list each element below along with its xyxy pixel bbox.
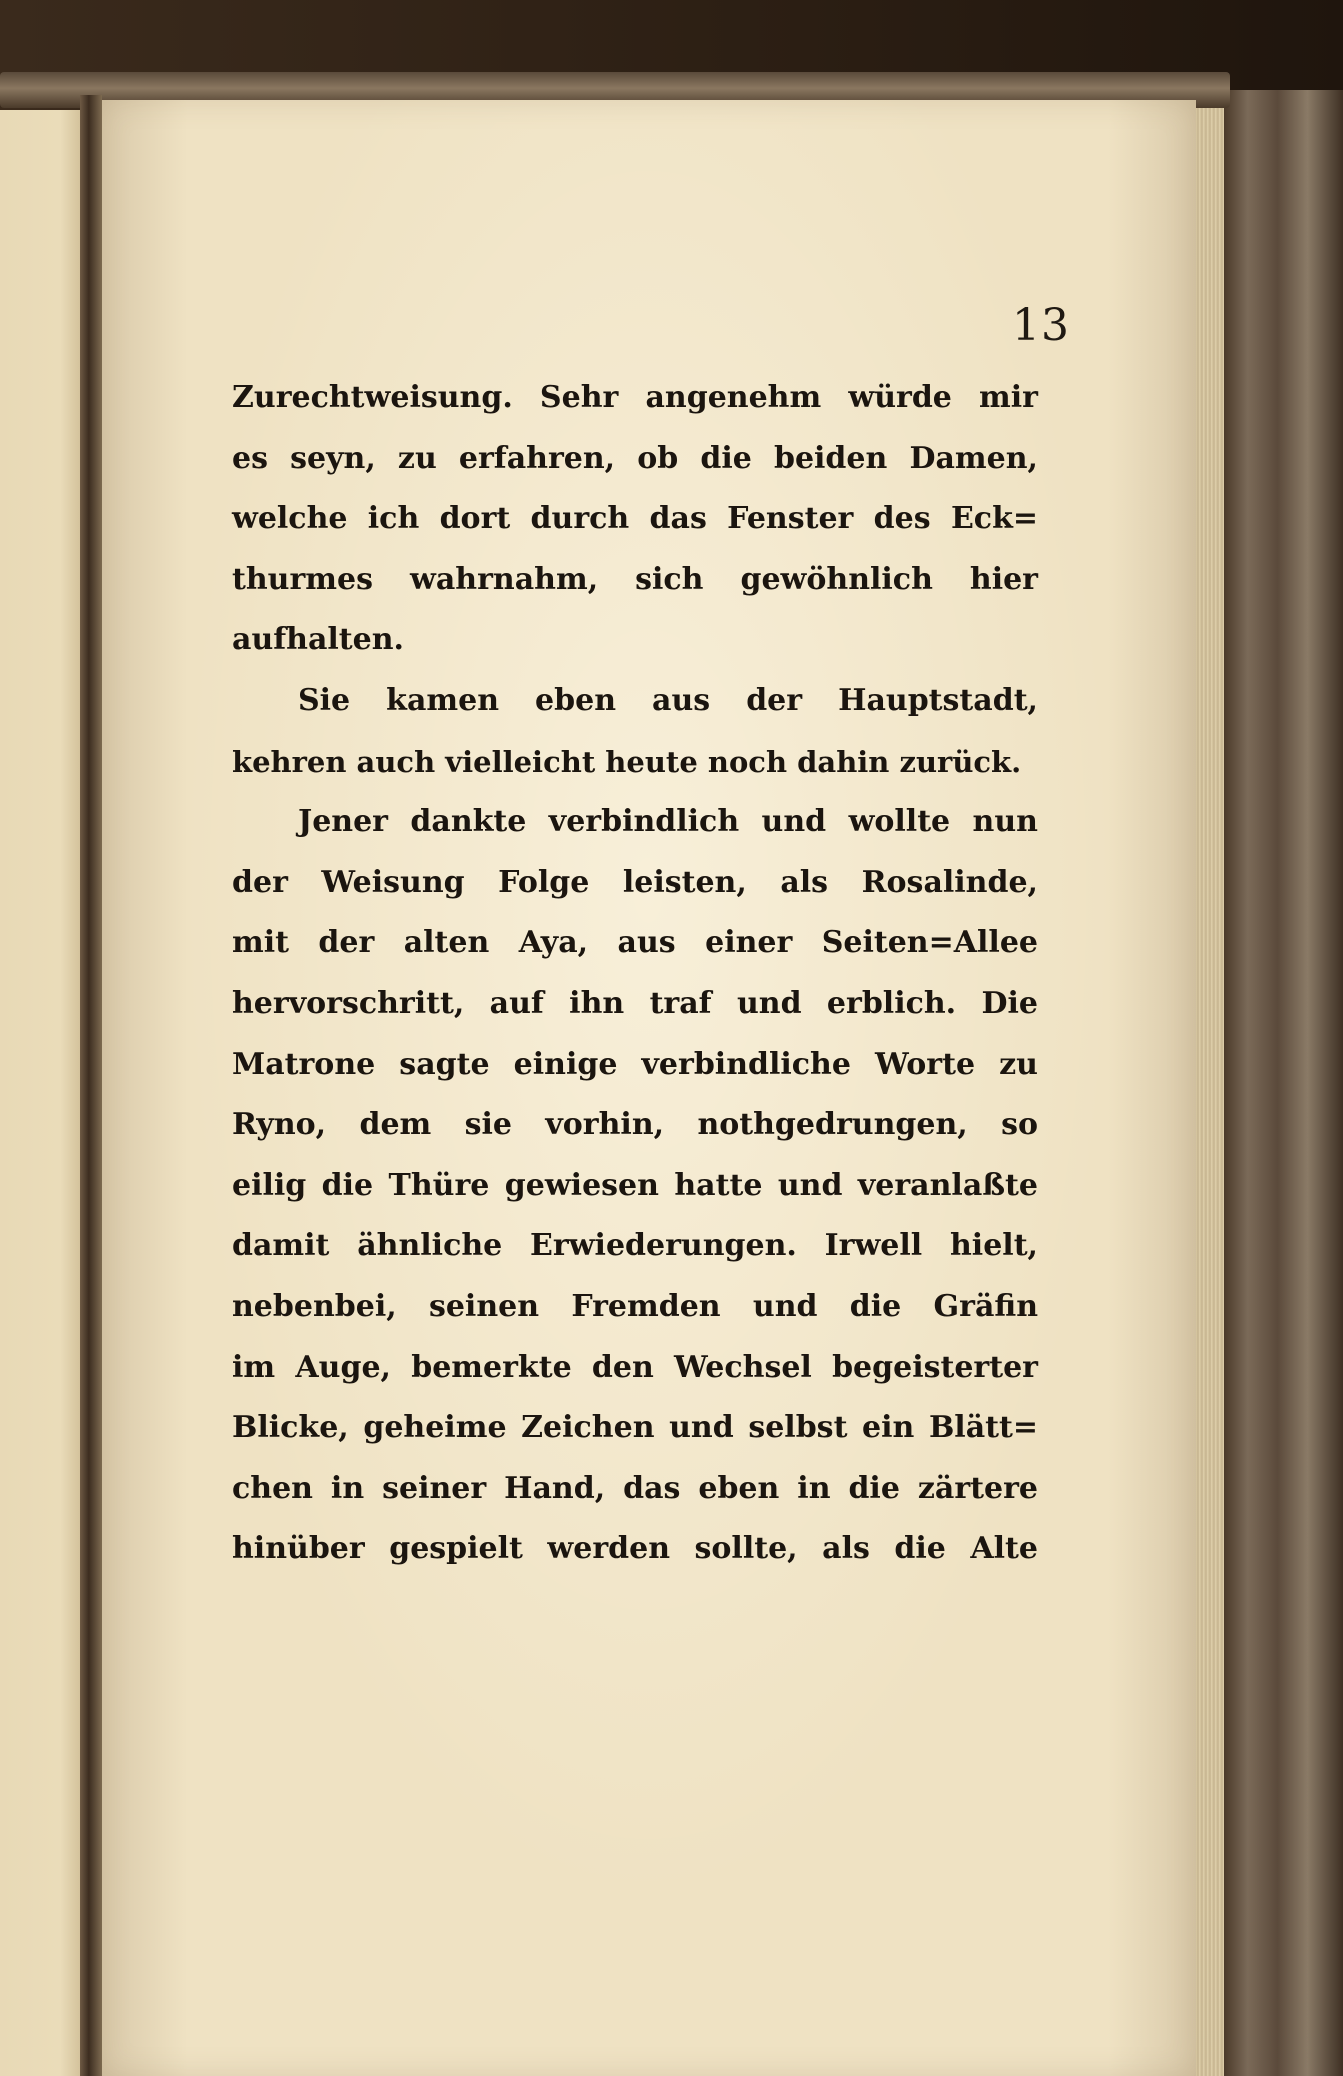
text-line: eilig die Thüre gewiesen hatte und veranlaßte [232, 1167, 1038, 1203]
text-line: welche ich dort durch das Fenster des Eck= [232, 501, 1038, 537]
text-line: aufhalten. [232, 622, 405, 658]
text-line: Sie kamen eben aus der Hauptstadt, [298, 682, 1038, 718]
text-line: Zurechtweisung. Sehr angenehm würde mir [232, 380, 1038, 415]
page-edges [1196, 108, 1224, 2076]
text-line: Matrone sagte einige verbindliche Worte zu [232, 1046, 1038, 1082]
page-text [232, 368, 1038, 1580]
book-gutter [80, 95, 102, 2076]
text-line: Blicke, geheime Zeichen und selbst ein Blätt= [232, 1410, 1038, 1446]
text-line: Jener dankte verbindlich und wollte nun [298, 804, 1038, 840]
text-line: es seyn, zu erfahren, ob die beiden Damen, [232, 440, 1038, 476]
page-number: 13 [1012, 300, 1070, 351]
text-line: im Auge, bemerkte den Wechsel begeisterter [232, 1349, 1038, 1385]
text-line: hinüber gespielt werden sollte, als die Alte [232, 1531, 1038, 1567]
book-page [100, 100, 1196, 2076]
text-line: kehren auch vielleicht heute noch dahin zurück. [232, 744, 1022, 779]
text-line: thurmes wahrnahm, sich gewöhnlich hier [232, 561, 1038, 597]
book-cover [1224, 90, 1343, 2076]
text-line: chen in seiner Hand, das eben in die zärtere [232, 1470, 1038, 1506]
text-line: nebenbei, seinen Fremden und die Gräfin [232, 1288, 1038, 1324]
text-line: damit ähnliche Erwiederungen. Irwell hielt, [232, 1228, 1038, 1264]
text-line: der Weisung Folge leisten, als Rosalinde, [232, 864, 1038, 900]
text-line: hervorschritt, auf ihn traf und erblich. Die [232, 985, 1038, 1021]
text-line: Ryno, dem sie vorhin, nothgedrungen, so [232, 1107, 1038, 1143]
text-line: mit der alten Aya, aus einer Seiten=Allee [232, 925, 1038, 961]
previous-page [0, 110, 86, 2076]
